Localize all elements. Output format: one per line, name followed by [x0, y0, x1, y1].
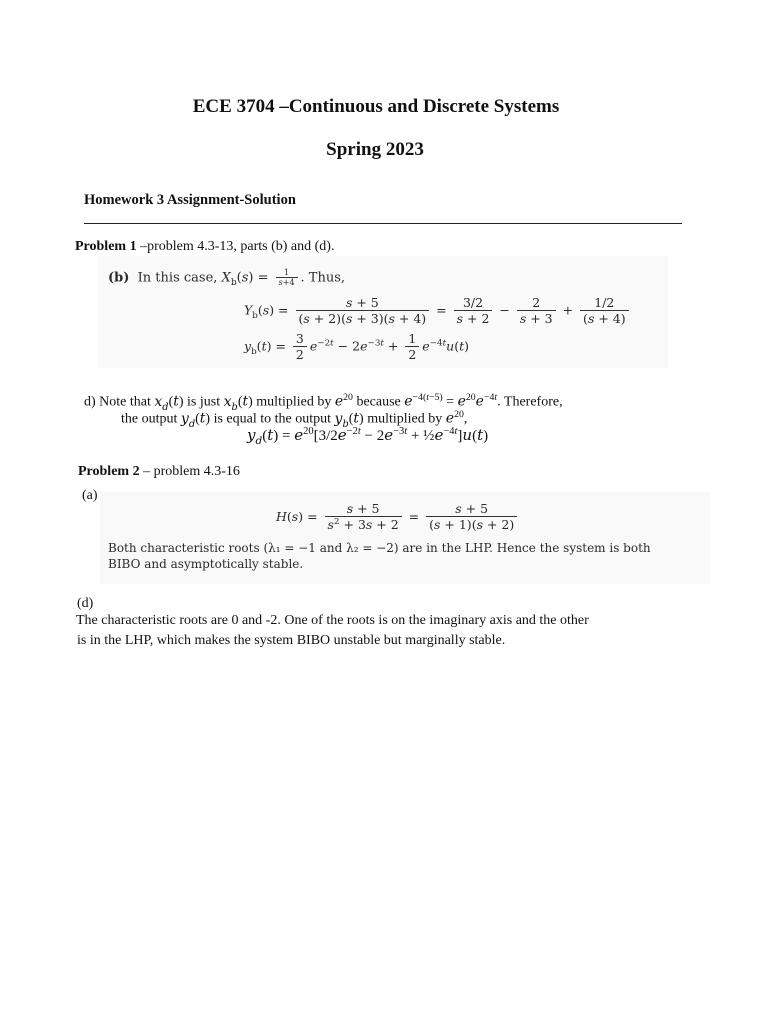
horizontal-rule: [84, 223, 682, 224]
problem-2-part-d-label: (d): [77, 596, 94, 611]
problem-2a-text-1: Both characteristic roots (λ₁ = −1 and λ₂ = −2) are in the LHP. Hence the system is both: [108, 541, 651, 555]
problem-2-heading: [78, 464, 240, 480]
problem-2-part-a-label: (a): [82, 488, 98, 503]
problem-1d-line-1: d) Note that $x_d(t)$ is just $x_b(t)$ multiplied by $e^{20}$ because $e^{-4(t-5)} = e^{20}e^{-4t}$. Therefore,: [84, 392, 563, 413]
d-is-just-text: is just: [187, 394, 221, 410]
d-multiplied-text: multiplied by: [256, 394, 332, 410]
b-thus-text: . Thus,: [300, 270, 346, 286]
problem-1-description: –problem 4.3-13, parts (b) and (d).: [136, 239, 335, 254]
problem-2-description: – problem 4.3-16: [139, 464, 240, 479]
d-output-text: the output: [121, 411, 178, 427]
d-therefore-text: . Therefore,: [497, 394, 563, 410]
document-title: ECE 3704 –Continuous and Discrete Systems: [192, 96, 560, 117]
problem-1-heading: [75, 239, 334, 255]
transfer-Yb-equation: $Y_b(s)$ = $\frac{s + 5}{(s + 2)(s + 3)(s + 4)}$ = $\frac{3/2}{s + 2}$ − $\frac{2}{s + 3}$ + $\frac{1/2}{(s + 4)}$: [244, 296, 632, 326]
assignment-heading: Homework 3 Assignment-Solution: [84, 192, 296, 208]
problem-1b-solution-image: [98, 256, 668, 368]
problem-2d-text-1: The characteristic roots are 0 and -2. One of the roots is on the imaginary axis and the other: [76, 613, 589, 628]
d-multiplied2-text: multiplied by: [367, 411, 443, 427]
problem-2a-text-2: BIBO and asymptotically stable.: [108, 557, 304, 571]
problem-1-label: Problem 1: [75, 239, 137, 254]
d-equal-text: is equal to the output: [213, 411, 332, 427]
problem-1b-intro: (b) In this case, $X_b(s)$ = $\frac{1}{s+4}$ . Thus,: [108, 268, 346, 288]
d-because-text: because: [356, 394, 401, 410]
output-yb-equation: $y_b(t)$ = $\frac{3}{2}$ $e^{-2t} - 2e^{-3t}$ + $\frac{1}{2}$ $e^{-4t}u(t)$: [244, 331, 470, 363]
problem-1d-line-2: the output $y_d(t)$ is equal to the output $y_b(t)$ multiplied by $e^{20}$,: [121, 409, 468, 430]
transfer-H-equation: H(s) = $\frac{s + 5}{s^2 + 3s + 2}$ = $\frac{s + 5}{(s + 1)(s + 2)}$: [276, 502, 520, 533]
problem-2a-solution-image: [100, 492, 710, 584]
b-intro-text: In this case,: [137, 270, 218, 286]
output-yd-equation: $y_d(t) = e^{20}[3/2e^{-2t} - 2e^{-3t}$ + $\frac{1}{2}e^{-4t}]u(t)$: [247, 426, 489, 447]
document-subtitle: Spring 2023: [326, 139, 424, 160]
problem-2-label: Problem 2: [78, 464, 140, 479]
d-note-text: d) Note that: [84, 394, 151, 410]
problem-2d-text-2: is in the LHP, which makes the system BIBO unstable but marginally stable.: [77, 633, 506, 648]
